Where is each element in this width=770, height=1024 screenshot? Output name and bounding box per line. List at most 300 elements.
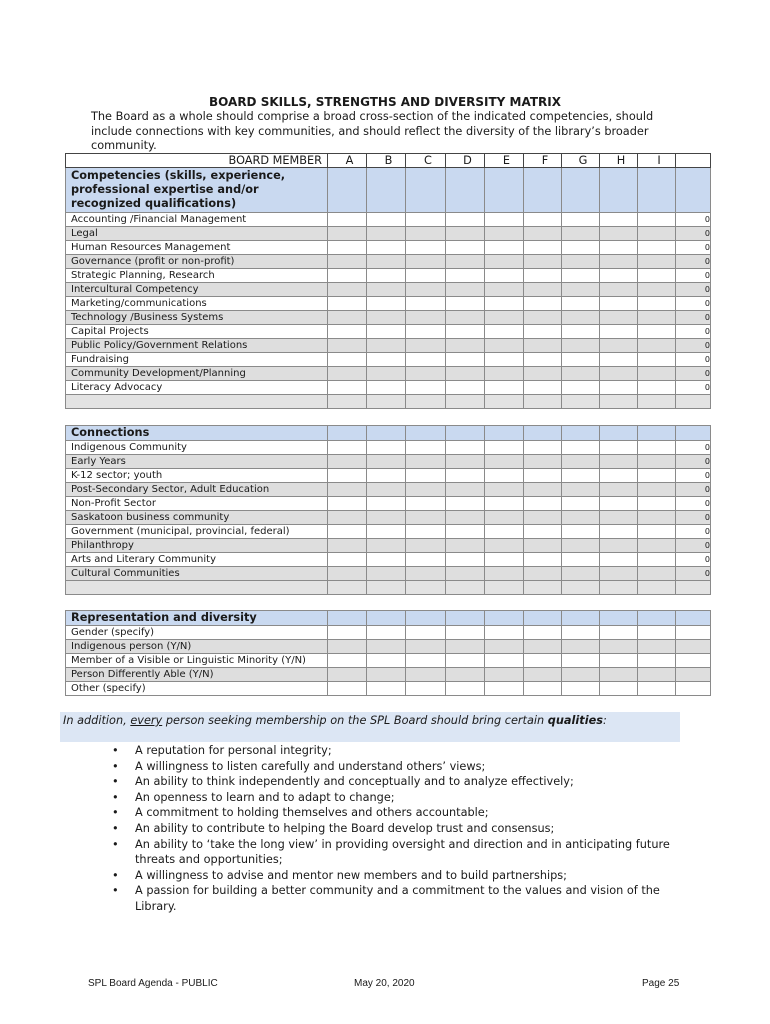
quality-text: An openness to learn and to adapt to change;	[135, 790, 395, 804]
member-e-header: E	[485, 154, 524, 168]
matrix-cell	[524, 581, 562, 595]
board-member-header-row	[66, 154, 711, 168]
matrix-cell	[367, 367, 406, 381]
matrix-cell	[406, 227, 446, 241]
row-label: Intercultural Competency	[66, 283, 328, 297]
matrix-cell	[524, 640, 562, 654]
matrix-cell	[406, 553, 446, 567]
matrix-cell	[406, 241, 446, 255]
matrix-cell	[524, 668, 562, 682]
row-total: 0	[676, 353, 711, 367]
row-total: 0	[676, 497, 711, 511]
row-total: 0	[676, 311, 711, 325]
matrix-cell	[328, 441, 367, 455]
matrix-cell	[446, 682, 485, 696]
matrix-cell	[524, 426, 562, 441]
matrix-cell	[485, 611, 524, 626]
matrix-cell	[524, 353, 562, 367]
matrix-cell	[406, 654, 446, 668]
matrix-cell	[562, 525, 600, 539]
matrix-cell	[485, 455, 524, 469]
matrix-cell	[524, 339, 562, 353]
matrix-cell	[524, 441, 562, 455]
bullet-icon: •	[112, 775, 119, 789]
matrix-cell	[446, 227, 485, 241]
matrix-cell	[524, 241, 562, 255]
matrix-cell	[367, 469, 406, 483]
matrix-cell	[406, 511, 446, 525]
matrix-cell	[638, 325, 676, 339]
matrix-cell	[562, 367, 600, 381]
matrix-cell	[406, 325, 446, 339]
row-label: Post-Secondary Sector, Adult Education	[66, 483, 328, 497]
matrix-cell	[485, 497, 524, 511]
matrix-cell	[446, 213, 485, 227]
matrix-cell	[485, 640, 524, 654]
matrix-cell	[367, 682, 406, 696]
matrix-cell	[524, 525, 562, 539]
matrix-cell	[485, 682, 524, 696]
matrix-cell	[328, 227, 367, 241]
matrix-cell	[485, 168, 524, 213]
matrix-cell	[562, 395, 600, 409]
matrix-cell	[367, 483, 406, 497]
row-total: 0	[676, 269, 711, 283]
matrix-cell	[367, 581, 406, 595]
matrix-row	[66, 241, 711, 255]
matrix-cell	[562, 311, 600, 325]
matrix-cell	[328, 626, 367, 640]
matrix-cell	[524, 511, 562, 525]
matrix-cell	[406, 497, 446, 511]
board-member-label: BOARD MEMBER	[66, 154, 328, 168]
matrix-cell	[562, 241, 600, 255]
connections-section-header-label: Connections	[66, 426, 328, 441]
matrix-cell	[638, 395, 676, 409]
matrix-cell	[367, 654, 406, 668]
matrix-cell	[524, 213, 562, 227]
row-total: 0	[676, 255, 711, 269]
matrix-cell	[406, 525, 446, 539]
quality-item	[95, 821, 685, 837]
matrix-cell	[638, 255, 676, 269]
matrix-cell	[485, 539, 524, 553]
row-label: Indigenous Community	[66, 441, 328, 455]
matrix-cell	[446, 626, 485, 640]
matrix-cell	[562, 255, 600, 269]
matrix-cell	[485, 325, 524, 339]
matrix-cell	[367, 353, 406, 367]
quality-text: A willingness to advise and mentor new members and to build partnerships;	[135, 868, 567, 882]
matrix-cell	[638, 539, 676, 553]
matrix-cell	[446, 241, 485, 255]
matrix-cell	[367, 339, 406, 353]
matrix-cell	[328, 581, 367, 595]
matrix-cell	[638, 367, 676, 381]
matrix-cell	[638, 567, 676, 581]
row-total	[676, 640, 711, 654]
matrix-cell	[367, 611, 406, 626]
matrix-cell	[600, 497, 638, 511]
matrix-cell	[638, 213, 676, 227]
matrix-cell	[446, 367, 485, 381]
matrix-row	[66, 553, 711, 567]
matrix-cell	[446, 553, 485, 567]
matrix-cell	[328, 283, 367, 297]
matrix-cell	[562, 511, 600, 525]
matrix-cell	[638, 283, 676, 297]
blank-row	[66, 581, 711, 595]
matrix-row	[66, 353, 711, 367]
quality-text: An ability to ‘take the long view’ in providing oversight and direction and in anticipating future threats and opportunities;	[135, 837, 670, 867]
matrix-cell	[524, 567, 562, 581]
matrix-row	[66, 682, 711, 696]
row-label: Arts and Literary Community	[66, 553, 328, 567]
matrix-cell	[446, 311, 485, 325]
matrix-cell	[600, 353, 638, 367]
matrix-cell	[367, 325, 406, 339]
matrix-cell	[600, 241, 638, 255]
matrix-cell	[524, 553, 562, 567]
representation-section-header-label: Representation and diversity	[66, 611, 328, 626]
matrix-row	[66, 297, 711, 311]
matrix-cell	[367, 311, 406, 325]
member-a-header: A	[328, 154, 367, 168]
row-label: Marketing/communications	[66, 297, 328, 311]
matrix-cell	[367, 426, 406, 441]
matrix-cell	[446, 511, 485, 525]
matrix-cell	[446, 567, 485, 581]
matrix-cell	[485, 581, 524, 595]
matrix-cell	[328, 539, 367, 553]
quality-text: A passion for building a better community and a commitment to the values and vision of the Library.	[135, 884, 660, 913]
matrix-cell	[446, 339, 485, 353]
matrix-cell	[446, 654, 485, 668]
representation-section-header	[66, 611, 711, 626]
matrix-cell	[406, 640, 446, 654]
matrix-cell	[562, 426, 600, 441]
matrix-cell	[638, 455, 676, 469]
matrix-cell	[485, 553, 524, 567]
matrix-row	[66, 525, 711, 539]
matrix-cell	[446, 426, 485, 441]
row-label: Governance (profit or non-profit)	[66, 255, 328, 269]
quality-item	[95, 774, 685, 790]
matrix-cell	[328, 311, 367, 325]
footer-agenda-label: SPL Board Agenda - PUBLIC	[88, 978, 218, 989]
matrix-cell	[562, 640, 600, 654]
matrix-cell	[406, 567, 446, 581]
footer-page-number: Page 25	[642, 978, 680, 989]
matrix-cell	[638, 297, 676, 311]
row-total: 0	[676, 455, 711, 469]
matrix-cell	[524, 297, 562, 311]
matrix-cell	[600, 483, 638, 497]
matrix-cell	[524, 255, 562, 269]
matrix-cell	[446, 640, 485, 654]
matrix-cell	[367, 511, 406, 525]
quality-item	[95, 743, 685, 759]
matrix-cell	[600, 539, 638, 553]
matrix-cell	[524, 367, 562, 381]
matrix-cell	[638, 353, 676, 367]
matrix-cell	[328, 668, 367, 682]
matrix-cell	[638, 497, 676, 511]
matrix-cell	[600, 553, 638, 567]
matrix-cell	[446, 325, 485, 339]
matrix-cell	[367, 283, 406, 297]
matrix-cell	[446, 539, 485, 553]
quality-text: An ability to contribute to helping the Board develop trust and consensus;	[135, 821, 555, 835]
matrix-cell	[328, 525, 367, 539]
matrix-cell	[328, 640, 367, 654]
matrix-row	[66, 626, 711, 640]
bullet-icon: •	[112, 790, 119, 804]
matrix-cell	[562, 283, 600, 297]
row-label: Non-Profit Sector	[66, 497, 328, 511]
matrix-row	[66, 339, 711, 353]
matrix-cell	[328, 682, 367, 696]
quality-item	[95, 759, 685, 775]
matrix-cell	[600, 441, 638, 455]
matrix-cell	[600, 455, 638, 469]
matrix-cell	[676, 611, 711, 626]
matrix-cell	[562, 553, 600, 567]
page-title: BOARD SKILLS, STRENGTHS AND DIVERSITY MATRIX	[209, 95, 561, 109]
row-label: Strategic Planning, Research	[66, 269, 328, 283]
matrix-cell	[562, 213, 600, 227]
row-label: Community Development/Planning	[66, 367, 328, 381]
matrix-cell	[562, 168, 600, 213]
matrix-cell	[328, 339, 367, 353]
matrix-cell	[524, 455, 562, 469]
matrix-cell	[406, 255, 446, 269]
matrix-cell	[406, 455, 446, 469]
row-total: 0	[676, 227, 711, 241]
matrix-cell	[328, 213, 367, 227]
matrix-cell	[406, 611, 446, 626]
matrix-cell	[485, 381, 524, 395]
matrix-cell	[485, 626, 524, 640]
matrix-cell	[524, 381, 562, 395]
matrix-cell	[600, 325, 638, 339]
matrix-cell	[406, 483, 446, 497]
matrix-cell	[406, 426, 446, 441]
matrix-row	[66, 539, 711, 553]
matrix-cell	[367, 168, 406, 213]
blank-row	[66, 395, 711, 409]
quality-text: An ability to think independently and conceptually and to analyze effectively;	[135, 775, 574, 789]
matrix-cell	[446, 525, 485, 539]
matrix-cell	[406, 269, 446, 283]
matrix-cell	[600, 682, 638, 696]
matrix-cell	[367, 441, 406, 455]
matrix-cell	[485, 525, 524, 539]
intro-paragraph: The Board as a whole should comprise a broad cross-section of the indicated competencies, should include connections with key communities, and should reflect the diversity of the library’s broader community.	[91, 110, 654, 152]
footer-date: May 20, 2020	[354, 978, 415, 989]
matrix-row	[66, 381, 711, 395]
member-f-header: F	[524, 154, 562, 168]
matrix-cell	[638, 311, 676, 325]
matrix-cell	[562, 654, 600, 668]
bullet-icon: •	[112, 759, 119, 773]
matrix-cell	[485, 483, 524, 497]
matrix-cell	[485, 567, 524, 581]
matrix-cell	[367, 241, 406, 255]
matrix-cell	[367, 553, 406, 567]
matrix-cell	[638, 441, 676, 455]
matrix-cell	[562, 469, 600, 483]
matrix-cell	[446, 255, 485, 269]
matrix-cell	[524, 168, 562, 213]
matrix-cell	[328, 426, 367, 441]
matrix-cell	[406, 168, 446, 213]
matrix-cell	[562, 297, 600, 311]
matrix-cell	[406, 395, 446, 409]
matrix-cell	[367, 640, 406, 654]
matrix-cell	[66, 581, 328, 595]
matrix-cell	[600, 426, 638, 441]
matrix-cell	[406, 297, 446, 311]
matrix-cell	[676, 168, 711, 213]
matrix-cell	[367, 255, 406, 269]
matrix-cell	[562, 325, 600, 339]
matrix-cell	[638, 525, 676, 539]
matrix-cell	[485, 213, 524, 227]
matrix-cell	[367, 213, 406, 227]
matrix-cell	[406, 353, 446, 367]
row-total: 0	[676, 283, 711, 297]
matrix-cell	[446, 269, 485, 283]
row-total: 0	[676, 441, 711, 455]
matrix-cell	[600, 525, 638, 539]
matrix-cell	[638, 611, 676, 626]
matrix-row	[66, 213, 711, 227]
matrix-cell	[562, 567, 600, 581]
matrix-cell	[406, 367, 446, 381]
matrix-cell	[485, 353, 524, 367]
matrix-cell	[524, 395, 562, 409]
bullet-icon: •	[112, 821, 119, 835]
matrix-cell	[328, 654, 367, 668]
matrix-cell	[406, 668, 446, 682]
matrix-cell	[66, 395, 328, 409]
competencies-table	[65, 153, 711, 409]
matrix-cell	[485, 395, 524, 409]
matrix-cell	[638, 682, 676, 696]
matrix-cell	[367, 269, 406, 283]
matrix-cell	[485, 241, 524, 255]
member-i-header: I	[638, 154, 676, 168]
row-total: 0	[676, 213, 711, 227]
matrix-cell	[485, 227, 524, 241]
matrix-cell	[328, 469, 367, 483]
row-label: Fundraising	[66, 353, 328, 367]
matrix-cell	[638, 241, 676, 255]
row-label: Government (municipal, provincial, federal)	[66, 525, 328, 539]
row-label: Cultural Communities	[66, 567, 328, 581]
matrix-cell	[406, 469, 446, 483]
matrix-cell	[328, 255, 367, 269]
matrix-cell	[485, 426, 524, 441]
row-label: Early Years	[66, 455, 328, 469]
row-label: Human Resources Management	[66, 241, 328, 255]
bullet-icon: •	[112, 884, 119, 898]
matrix-cell	[562, 483, 600, 497]
matrix-cell	[524, 626, 562, 640]
matrix-cell	[562, 626, 600, 640]
matrix-cell	[367, 395, 406, 409]
matrix-cell	[367, 381, 406, 395]
matrix-cell	[676, 581, 711, 595]
row-total: 0	[676, 525, 711, 539]
matrix-cell	[485, 654, 524, 668]
matrix-row	[66, 441, 711, 455]
matrix-cell	[446, 395, 485, 409]
matrix-cell	[600, 381, 638, 395]
row-total	[676, 626, 711, 640]
row-total: 0	[676, 325, 711, 339]
row-total: 0	[676, 469, 711, 483]
row-total	[676, 654, 711, 668]
member-g-header: G	[562, 154, 600, 168]
row-label: Philanthropy	[66, 539, 328, 553]
row-total: 0	[676, 567, 711, 581]
matrix-cell	[367, 567, 406, 581]
matrix-row	[66, 469, 711, 483]
row-total	[676, 682, 711, 696]
matrix-cell	[485, 469, 524, 483]
matrix-cell	[638, 626, 676, 640]
matrix-cell	[562, 381, 600, 395]
matrix-cell	[485, 339, 524, 353]
quality-text: A reputation for personal integrity;	[135, 744, 332, 757]
row-label: Public Policy/Government Relations	[66, 339, 328, 353]
matrix-cell	[328, 297, 367, 311]
matrix-cell	[562, 497, 600, 511]
matrix-cell	[406, 441, 446, 455]
matrix-cell	[446, 297, 485, 311]
matrix-cell	[367, 525, 406, 539]
matrix-cell	[562, 339, 600, 353]
matrix-cell	[600, 640, 638, 654]
matrix-cell	[524, 469, 562, 483]
matrix-cell	[406, 682, 446, 696]
matrix-cell	[524, 325, 562, 339]
matrix-cell	[638, 640, 676, 654]
row-total: 0	[676, 241, 711, 255]
matrix-cell	[446, 441, 485, 455]
matrix-cell	[446, 168, 485, 213]
matrix-cell	[524, 483, 562, 497]
row-label: Indigenous person (Y/N)	[66, 640, 328, 654]
matrix-cell	[638, 668, 676, 682]
matrix-cell	[328, 497, 367, 511]
matrix-cell	[600, 668, 638, 682]
matrix-cell	[367, 297, 406, 311]
row-label: Member of a Visible or Linguistic Minority (Y/N)	[66, 654, 328, 668]
matrix-cell	[600, 283, 638, 297]
row-total: 0	[676, 483, 711, 497]
matrix-cell	[638, 339, 676, 353]
bullet-icon: •	[112, 868, 119, 882]
matrix-cell	[562, 227, 600, 241]
competencies-section-header-label: Competencies (skills, experience, professional expertise and/or recognized qualifications)	[66, 168, 328, 213]
row-label: Gender (specify)	[66, 626, 328, 640]
matrix-cell	[406, 581, 446, 595]
matrix-row	[66, 325, 711, 339]
matrix-cell	[367, 497, 406, 511]
